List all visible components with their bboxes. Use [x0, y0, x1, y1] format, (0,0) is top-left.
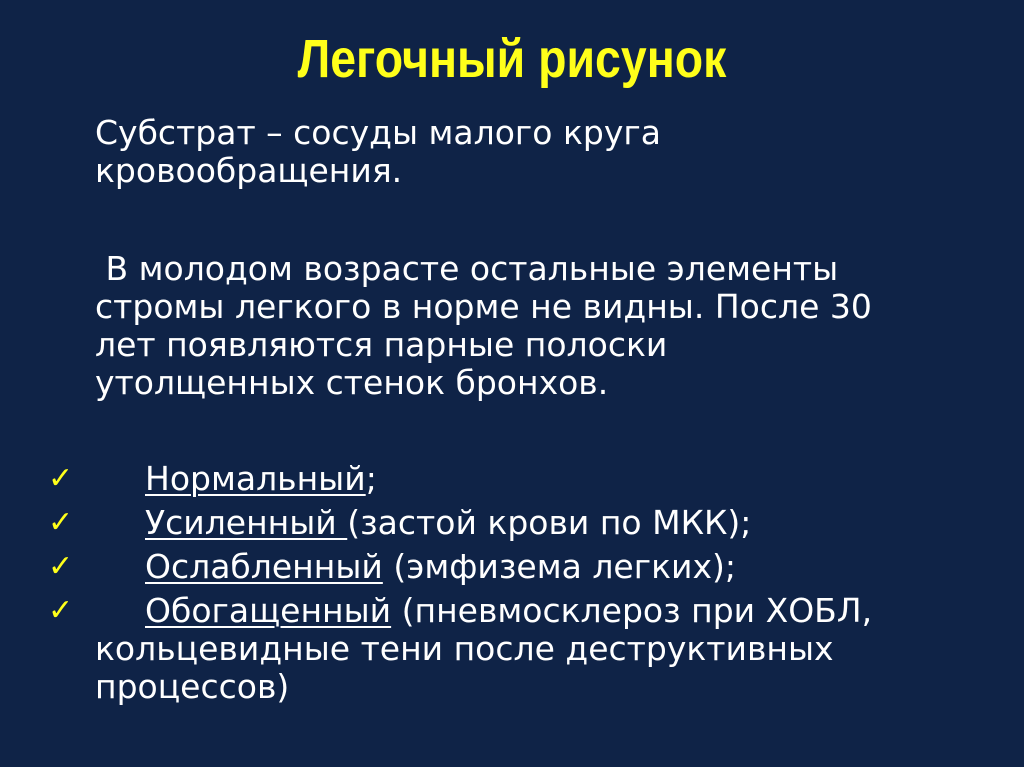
item-term: Нормальный — [145, 459, 366, 498]
paragraph-line: утолщенных стенок бронхов. — [95, 363, 609, 402]
paragraph-line: В молодом возрасте остальные элементы — [95, 249, 839, 288]
paragraph-line: Субстрат – сосуды малого круга — [95, 113, 661, 152]
checkmark-icon: ✓ — [48, 461, 74, 496]
checkmark-icon: ✓ — [48, 549, 74, 584]
checkmark-icon: ✓ — [48, 593, 74, 628]
item-continuation-line: процессов) — [95, 667, 290, 706]
paragraph-line: кровообращения. — [95, 151, 403, 190]
item-detail: (эмфизема легких); — [382, 547, 736, 586]
item-detail: (застой крови по МКК); — [347, 503, 752, 542]
list-item — [0, 460, 1024, 504]
paragraph-line: стромы легкого в норме не видны. После 30 — [95, 287, 872, 326]
list-item — [0, 548, 1024, 592]
pattern-types-list — [0, 460, 1024, 722]
substrate-paragraph — [95, 114, 661, 190]
list-item — [0, 592, 1024, 722]
item-term: Обогащенный — [145, 591, 392, 630]
checkmark-icon: ✓ — [48, 505, 74, 540]
list-item — [0, 504, 1024, 548]
item-term: Усиленный — [145, 503, 348, 542]
item-continuation-line: кольцевидные тени после деструктивных — [95, 629, 834, 668]
item-detail: (пневмосклероз при ХОБЛ, — [391, 591, 873, 630]
age-paragraph — [95, 250, 872, 402]
paragraph-line: лет появляются парные полоски — [95, 325, 668, 364]
item-term: Ослабленный — [145, 547, 383, 586]
slide-title: Легочный рисунок — [297, 29, 727, 89]
item-detail: ; — [365, 459, 377, 498]
